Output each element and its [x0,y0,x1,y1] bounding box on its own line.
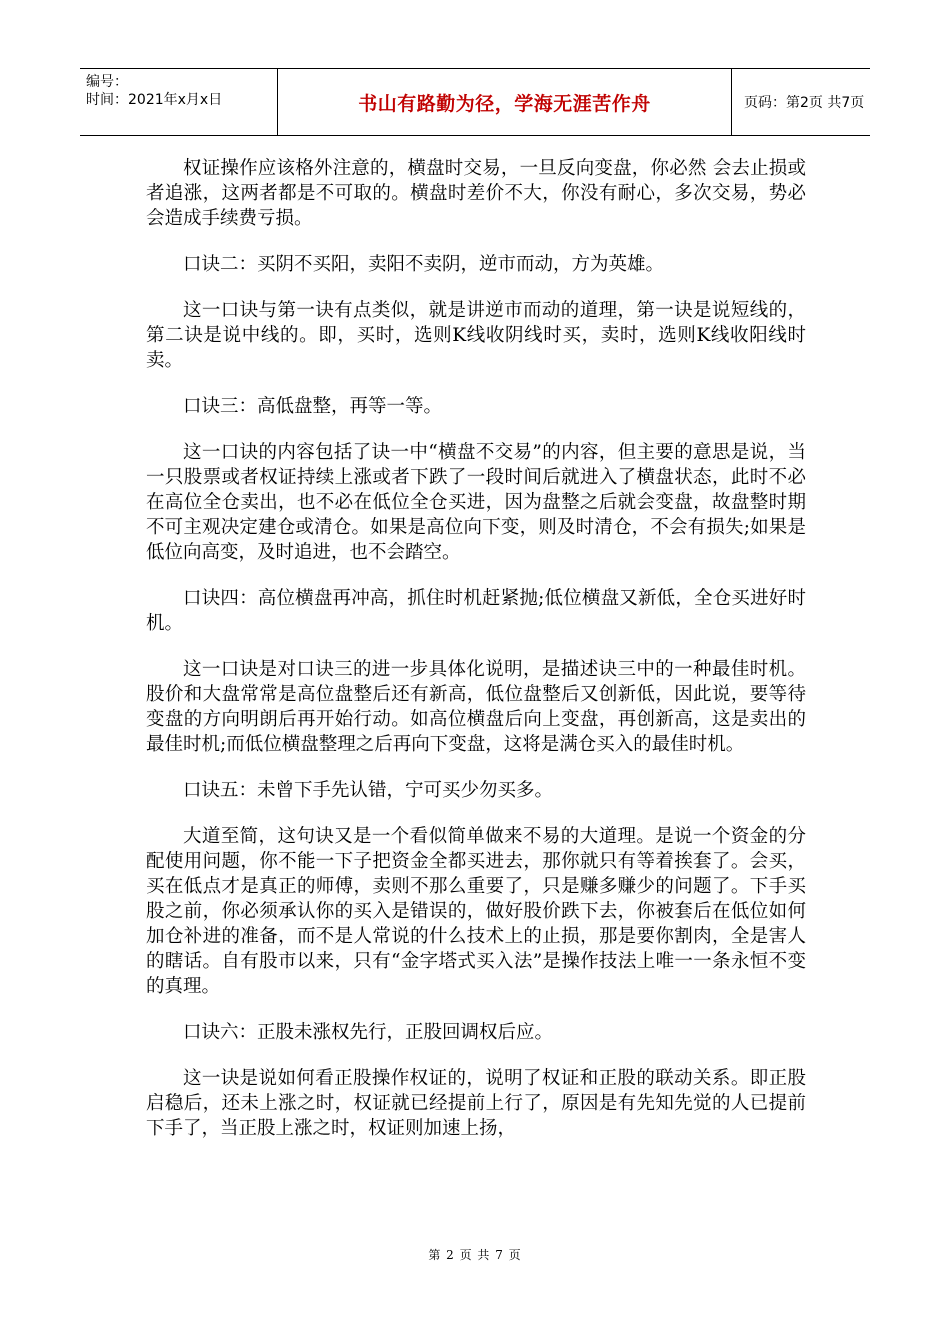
page-header [80,68,870,136]
mnemonic-heading: 口诀六：正股未涨权先行，正股回调权后应。 [183,1022,554,1043]
header-page-number: 页码：第2页 共7页 [744,95,865,111]
paragraph: 这一口诀是对口诀三的进一步具体化说明，是描述诀三中的一种最佳时机。股价和大盘常常是高位盘整后还有新高，低位盘整后又创新低，因此说，要等待变盘的方向明朗后再开始行动。如高位横盘后向上变盘，再创新高，这是卖出的最佳时机;而低位横盘整理之后再向下变盘，这将是满仓买入的最佳时机。 [146,659,806,755]
document-body [146,156,806,1162]
paragraph: 权证操作应该格外注意的，横盘时交易，一旦反向变盘，你必然 会去止损或者追涨，这两者都是不可取的。横盘时差价不大，你没有耐心，多次交易，势必会造成手续费亏损。 [146,158,806,229]
header-meta [80,69,278,135]
mnemonic-heading: 口诀五：未曾下手先认错，宁可买少勿买多。 [183,780,554,801]
mnemonic-heading: 口诀三：高低盘整，再等一等。 [183,396,443,417]
mnemonic-heading: 口诀二：买阴不买阳，卖阳不卖阴，逆市而动，方为英雄。 [183,254,665,275]
paragraph: 这一口诀与第一诀有点类似，就是讲逆市而动的道理，第一诀是说短线的，第二诀是说中线的。即，买时，选则K线收阴线时买，卖时，选则K线收阳线时卖。 [146,300,806,371]
header-motto: 书山有路勤为径，学海无涯苦作舟 [278,69,732,135]
document-number: 编号： [86,74,128,90]
document-time: 时间：2021年x月x日 [86,92,223,108]
paragraph: 这一诀是说如何看正股操作权证的，说明了权证和正股的联动关系。即正股启稳后，还未上涨之时，权证就已经提前上行了，原因是有先知先觉的人已提前下手了，当正股上涨之时，权证则加速上扬， [146,1068,806,1139]
page-footer: 第 2 页 共 7 页 [428,1248,522,1262]
paragraph: 这一口诀的内容包括了诀一中“横盘不交易”的内容，但主要的意思是说，当一只股票或者权证持续上涨或者下跌了一段时间后就进入了横盘状态，此时不必在高位全仓卖出，也不必在低位全仓买进，因为盘整之后就会变盘，故盘整时期不可主观决定建仓或清仓。如果是高位向下变，则及时清仓，不会有损失;如果是低位向高变，及时追进，也不会踏空。 [146,442,806,563]
mnemonic-heading: 口诀四：高位横盘再冲高，抓住时机赶紧抛;低位横盘又新低，全仓买进好时机。 [146,588,806,634]
paragraph: 大道至简，这句诀又是一个看似简单做来不易的大道理。是说一个资金的分配使用问题，你不能一下子把资金全都买进去，那你就只有等着挨套了。会买，买在低点才是真正的师傅，卖则不那么重要了，只是赚多赚少的问题了。下手买股之前，你必须承认你的买入是错误的，做好股价跌下去，你被套后在低位如何加仓补进的准备，而不是人常说的什么技术上的止损，那是要你割肉，全是害人的瞎话。自有股市以来，只有“金字塔式买入法”是操作技法上唯一一条永恒不变的真理。 [146,826,806,997]
